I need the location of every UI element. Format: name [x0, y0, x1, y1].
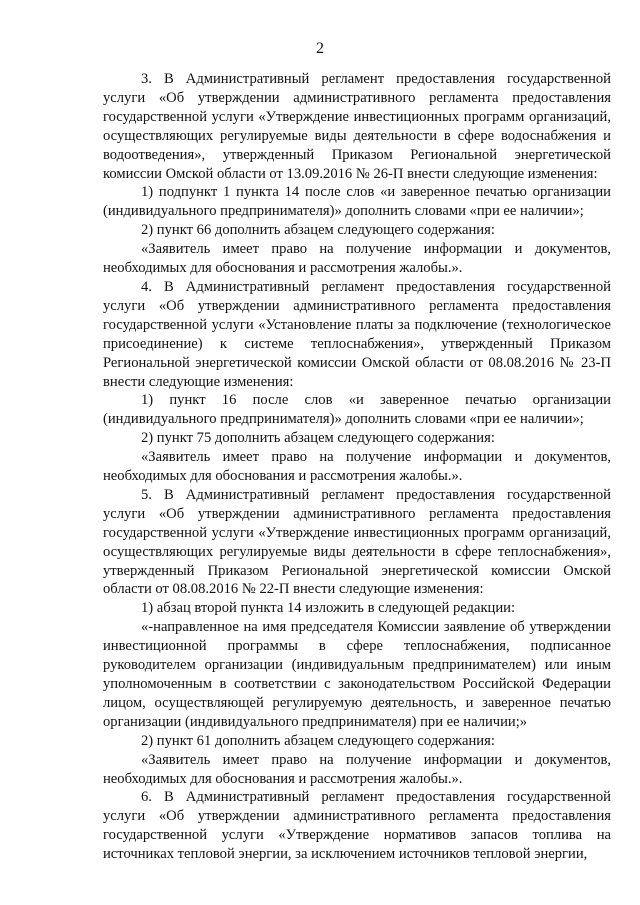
- paragraph-subitem: 2) пункт 66 дополнить абзацем следующего содержания:: [141, 222, 495, 239]
- page-number: 2: [316, 40, 324, 57]
- document-body: [103, 70, 611, 864]
- paragraph-subitem: 2) пункт 75 дополнить абзацем следующего содержания:: [141, 430, 495, 447]
- paragraph-item-3: 3. В Административный регламент предоставления государственной услуги «Об утверждении административного регламента предоставления государственной услуги «Утверждение инвестиционных программ организаций, осуществляющих регулируемые виды деятельности в сфере водоснабжения и водоотведения», утвержденный Приказом Региональной энергетической комиссии Омской области от 13.09.2016 № 26-П внести следующие изменения:: [103, 71, 611, 182]
- paragraph-quote: «Заявитель имеет право на получение информации и документов, необходимых для обоснования и рассмотрения жалобы.».: [103, 751, 611, 787]
- paragraph-quote: «Заявитель имеет право на получение информации и документов, необходимых для обоснования и рассмотрения жалобы.».: [103, 241, 611, 277]
- paragraph-subitem: 1) абзац второй пункта 14 изложить в следующей редакции:: [141, 600, 516, 617]
- paragraph-quote: «Заявитель имеет право на получение информации и документов, необходимых для обоснования и рассмотрения жалобы.».: [103, 449, 611, 485]
- paragraph-item-5: 5. В Административный регламент предоставления государственной услуги «Об утверждении административного регламента предоставления государственной услуги «Утверждение инвестиционных программ организаций, осуществляющих регулируемые виды деятельности в сфере теплоснабжения», утвержденный Приказом Региональной энергетической комиссии Омской области от 08.08.2016 № 22-П внести следующие изменения:: [103, 486, 611, 598]
- paragraph-item-6: 6. В Административный регламент предоставления государственной услуги «Об утверждении административного регламента предоставления государственной услуги «Утверждение нормативов запасов топлива на источниках тепловой энергии, за исключением источников тепловой энергии,: [103, 789, 611, 863]
- paragraph-quote: «-направленное на имя председателя Комиссии заявление об утверждении инвестиционной программы в сфере теплоснабжения, подписанное руководителем организации (индивидуальным предпринимателем) или иным уполномоченным в соответствии с законодательством Российской Федерации лицом, осуществляющей регулируемую деятельность, и заверенное печатью организации (индивидуального предпринимателя) при ее наличии;»: [103, 619, 611, 730]
- paragraph-item-4: 4. В Административный регламент предоставления государственной услуги «Об утверждении административного регламента предоставления государственной услуги «Установление платы за подключение (технологическое присоединение) к системе теплоснабжения», утвержденный Приказом Региональной энергетической комиссии Омской области от 08.08.2016 № 23-П внести следующие изменения:: [103, 278, 611, 390]
- paragraph-subitem: 1) подпункт 1 пункта 14 после слов «и заверенное печатью организации (индивидуального предпринимателя)» дополнить словами «при ее наличии»;: [103, 184, 611, 220]
- paragraph-subitem: 2) пункт 61 дополнить абзацем следующего содержания:: [141, 732, 495, 749]
- paragraph-subitem: 1) пункт 16 после слов «и заверенное печатью организации (индивидуального предпринимателя)» дополнить словами «при ее наличии»;: [103, 392, 611, 428]
